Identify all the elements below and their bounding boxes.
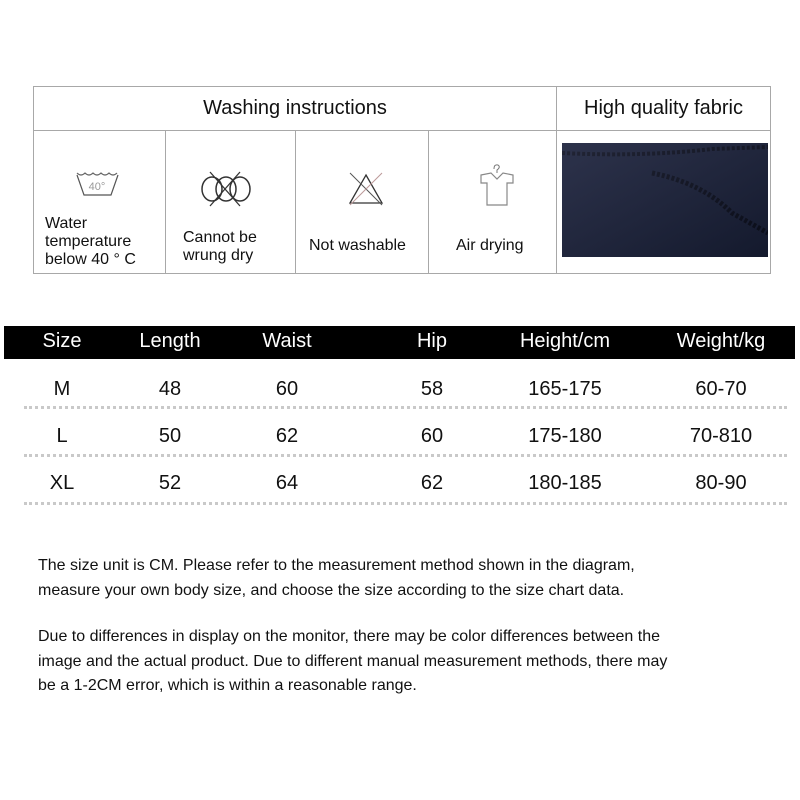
hang-dry-icon [477,161,517,209]
note-line: measure your own body size, and choose the size according to the size chart data. [38,581,625,599]
care-cell-wash [33,130,166,274]
no-bleach-icon [346,171,386,207]
fabric-cell [556,130,771,274]
col-header-size: Size [42,330,82,352]
cell-length: 48 [158,378,182,400]
washing-instructions-header: Washing instructions [33,86,557,131]
col-header-hip: Hip [416,330,448,352]
col-header-waist: Waist [262,330,312,352]
cell-height: 165-175 [528,378,602,400]
fabric-header: High quality fabric [556,86,771,131]
wash-40-icon [74,169,124,199]
color-note [38,625,778,699]
col-header-length: Length [139,330,201,352]
col-header-weight: Weight/kg [676,330,766,352]
care-label-line: temperature [45,233,132,250]
care-label-line: wrung dry [183,247,254,264]
care-label-line: Water [45,215,88,232]
cell-size: M [53,378,71,400]
note-line: The size unit is CM. Please refer to the measurement method shown in the diagram, [38,557,635,574]
cell-hip: 60 [420,425,444,447]
row-divider [24,406,787,409]
care-label-line: Cannot be [183,229,257,246]
row-divider [24,502,787,505]
care-label: Not washable [309,237,406,254]
cell-hip: 62 [420,472,444,494]
cell-height: 180-185 [528,472,602,494]
cell-weight: 80-90 [695,472,747,494]
care-cell-dry [428,130,557,274]
care-cell-wring [165,130,296,274]
cell-length: 52 [158,472,182,494]
note-line: image and the actual product. Due to different manual measurement methods, there may [38,652,668,670]
cell-hip: 58 [420,378,444,400]
cell-size: L [56,425,68,447]
svg-text:40°: 40° [88,181,106,193]
no-wring-icon [198,169,254,209]
cell-waist: 64 [275,472,299,494]
cell-weight: 60-70 [695,378,747,400]
note-line: be a 1-2CM error, which is within a reasonable range. [38,677,417,694]
cell-size: XL [49,472,75,494]
fabric-image [562,143,768,257]
note-line: Due to differences in display on the monitor, there may be color differences between the [38,628,660,645]
cell-weight: 70-810 [689,425,753,447]
cell-height: 175-180 [528,425,602,447]
cell-waist: 60 [275,378,299,400]
cell-length: 50 [158,425,182,447]
col-header-height: Height/cm [519,330,611,352]
cell-waist: 62 [275,425,299,447]
row-divider [24,454,787,457]
care-label-line: below 40 ° C [45,251,136,268]
care-label: Air drying [456,237,524,254]
size-note [38,554,778,603]
care-cell-bleach [295,130,429,274]
